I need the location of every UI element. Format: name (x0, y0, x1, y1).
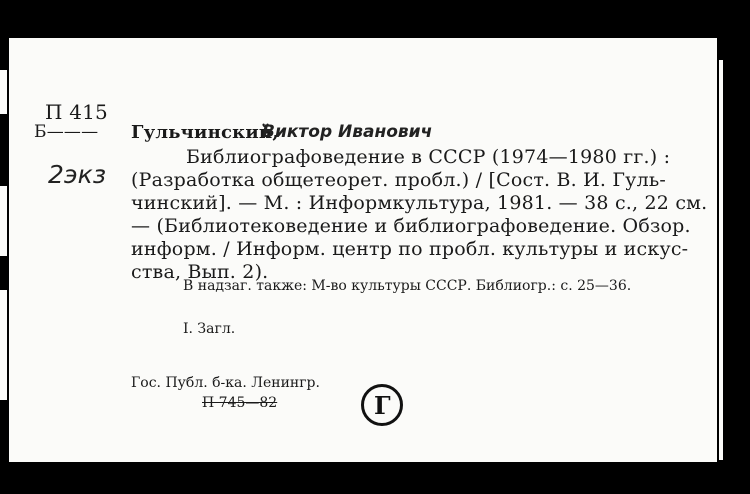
b-prefix: Б——— (34, 122, 99, 142)
scan-edge-left-top (0, 70, 7, 114)
body-line-3: чинский]. — М. : Информкультура, 1981. — 38 с., 22 см. (131, 192, 708, 214)
scan-edge-left-middle (0, 186, 7, 256)
scan-edge-right (719, 60, 723, 460)
scan-edge-left-bottom (0, 290, 7, 400)
author-handwritten: Виктор Иванович (262, 122, 433, 142)
stamp-glyph: Г (374, 391, 391, 420)
shelfmark: П 415 (45, 100, 108, 124)
author-printed: Гульчинский, (131, 122, 279, 143)
body-line-1: Библиографоведение в СССР (1974—1980 гг.) : (186, 146, 671, 168)
tracing: I. Загл. (183, 321, 236, 337)
body-line-2: (Разработка общетеорет. пробл.) / [Сост. В. И. Гуль- (131, 169, 666, 191)
handwritten-copy-count: 2экз (48, 160, 107, 189)
library-name: Гос. Публ. б-ка. Ленингр. (131, 375, 320, 391)
annotation-note: В надзаг. также: М-во культуры СССР. Библиогр.: с. 25—36. (183, 278, 632, 294)
library-stamp (361, 384, 403, 426)
body-line-4: — (Библиотековедение и библиографоведение. Обзор. (131, 215, 691, 237)
body-line-5: информ. / Информ. центр по пробл. культуры и искус- (131, 238, 689, 260)
library-code: П 745—82 (202, 395, 278, 411)
body-line-6: ства, Вып. 2). (131, 261, 269, 283)
